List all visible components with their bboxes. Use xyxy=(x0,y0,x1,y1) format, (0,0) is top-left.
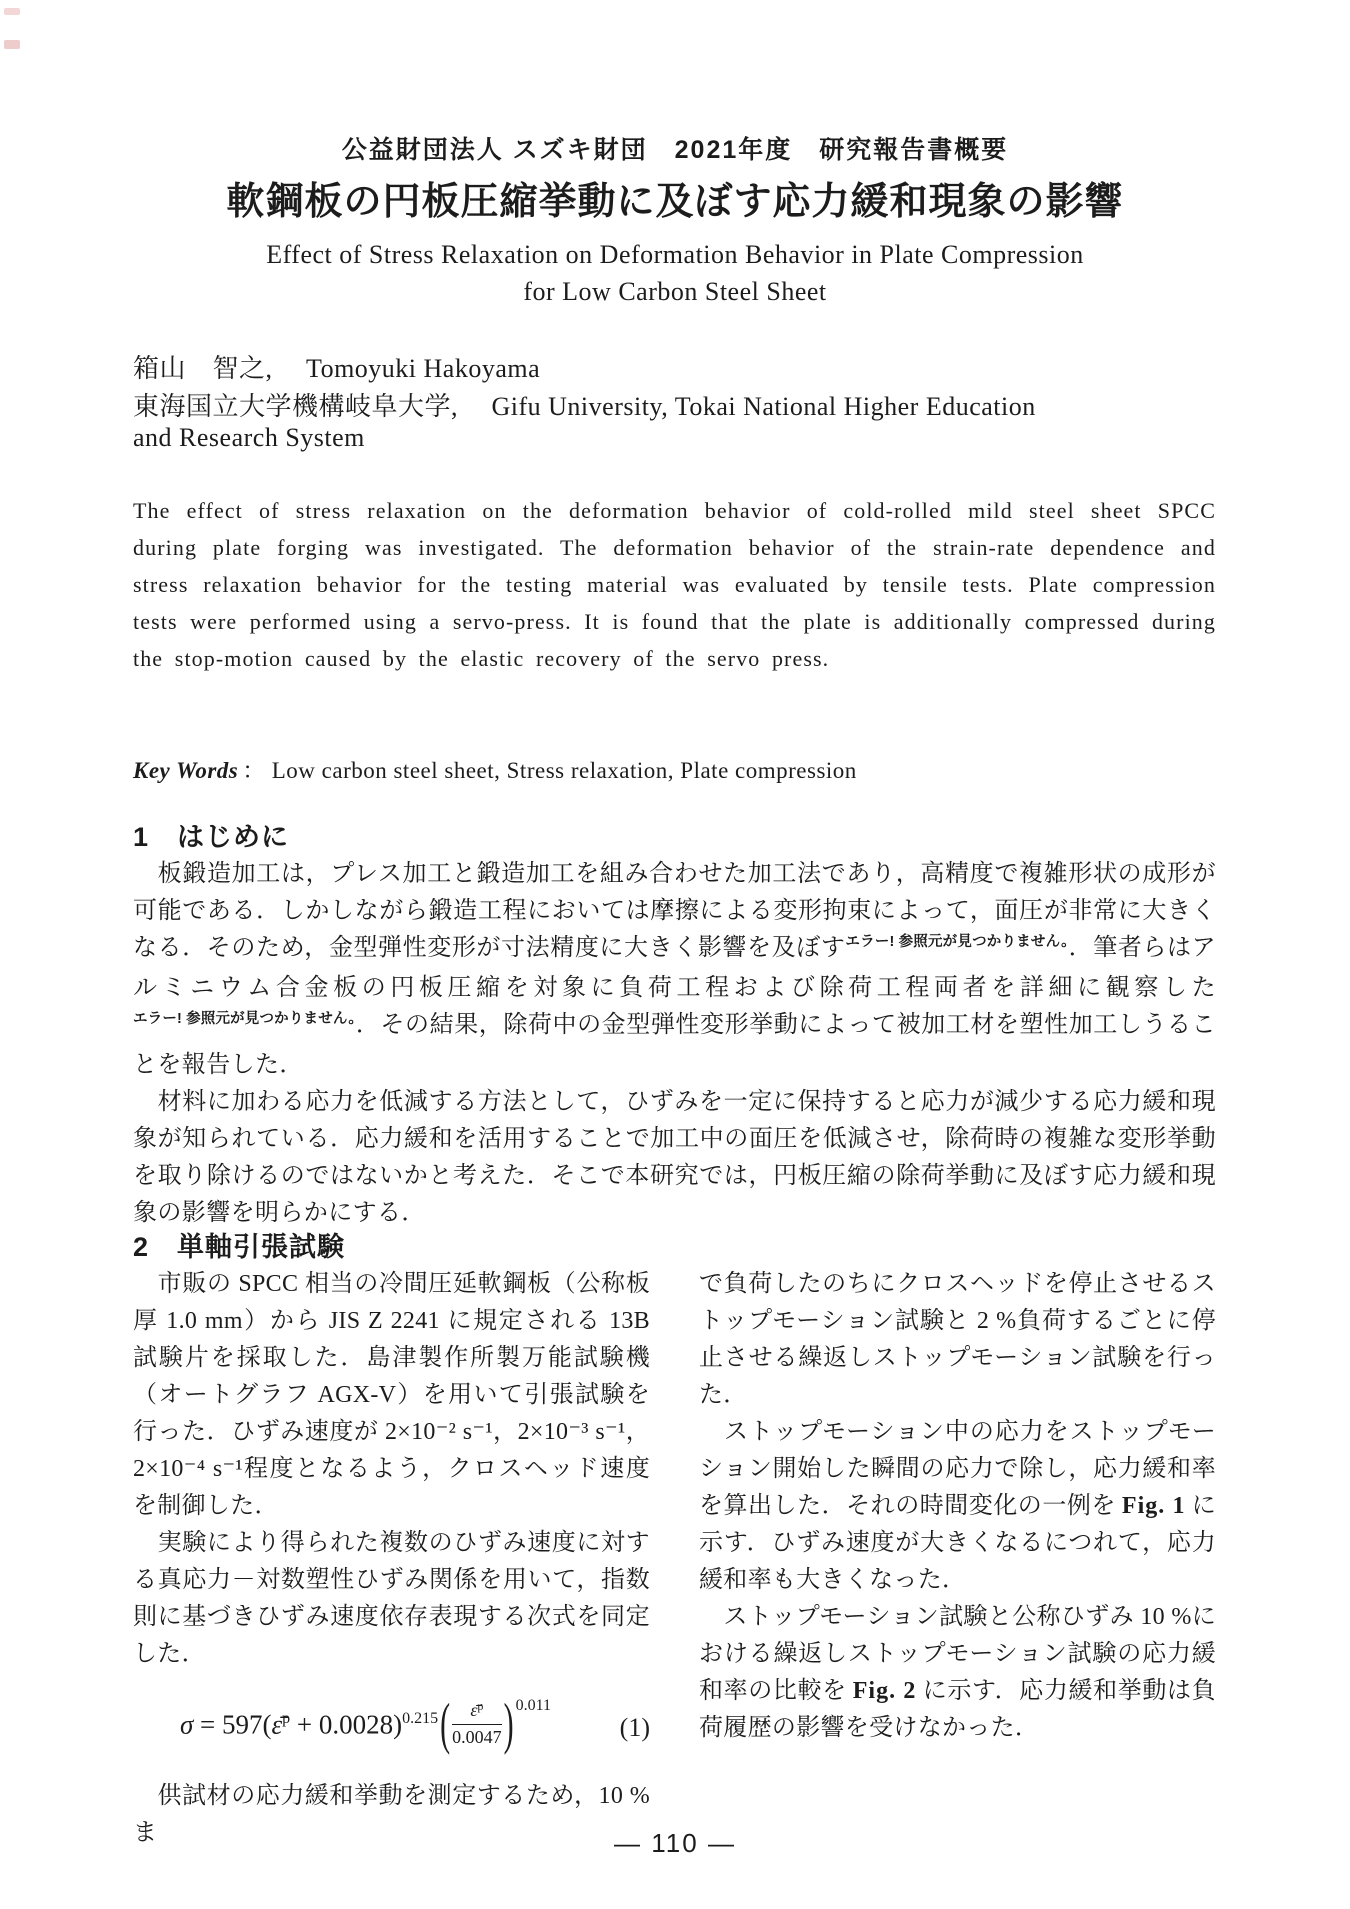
numerator-epsilon-dot: ε̄̇ xyxy=(470,1700,478,1720)
scan-artifact-mark xyxy=(4,8,20,15)
keywords-separator: ： xyxy=(242,758,266,783)
scan-artifact-mark xyxy=(4,40,20,49)
report-series-header: 公益財団法人 スズキ財団 2021年度 研究報告書概要 xyxy=(341,136,1009,164)
right-col-para2-text: ストップモーション中の応力をストップモーション開始した瞬間の応力で除し，応力緩和率を算出した．それの時間変化の一例を xyxy=(699,1419,1216,1519)
reference-error-field1: エラー! 参照元が見つかりません。 xyxy=(845,934,1069,950)
abstract-paragraph: The effect of stress relaxation on the deformation behavior of cold-rolled mild steel sheet SPCC during plate forging was investigated. The deformation behavior of the strain-rate dependence and stress relaxation behavior for the testing material was evaluated by tensile tests. Plate compression tests were performed using a servo-press. It is found that the plate is additionally compressed during the stop-motion caused by the elastic recovery of the servo press. xyxy=(133,498,1216,671)
equation-sigma: σ xyxy=(179,1709,194,1740)
right-col-paragraph1: で負荷したのちにクロスヘッドを停止させるストップモーション試験と 2 %負荷するごとに停止させる繰返しストップモーション試験を行った． xyxy=(699,1271,1216,1408)
section1-body xyxy=(133,856,1216,1232)
equation-term: + 0.0028) xyxy=(290,1709,403,1740)
paper-title-english-line2: for Low Carbon Steel Sheet xyxy=(523,277,827,306)
paper-title-english-line1: Effect of Stress Relaxation on Deformation Behavior in Plate Compression xyxy=(266,240,1084,269)
affiliation-line2: and Research System xyxy=(133,423,365,452)
two-column-layout xyxy=(133,1266,1216,1852)
right-col-para2-text: に示す．ひずみ速度が大きくなるにつれて，応力緩和率も大きくなった． xyxy=(699,1493,1216,1593)
keywords-line xyxy=(133,752,857,785)
section1-para1-text: 板鍛造加工は，プレス加工と鍛造加工を組み合わせた加工法であり，高精度で複雑形状の成形が可能である．しかしながら鍛造工程においては摩擦による変形拘束によって，面圧が非常に大きくなる．そのため，金型弾性変形が寸法精度に大きく影響を及ぼす xyxy=(133,861,1216,961)
equation-exponent-1: 0.215 xyxy=(402,1709,439,1727)
section1-para1-text: ．その結果，除荷中の金型弾性変形挙動によって被加工材を塑性加工しうることを報告した． xyxy=(133,1012,1217,1078)
section1-paragraph1 xyxy=(133,856,1216,1084)
page-number: — 110 — xyxy=(614,1828,736,1858)
section1-heading: 1 はじめに xyxy=(133,822,290,852)
keywords-label: Key Words xyxy=(133,758,239,783)
right-col-para3-text: ストップモーション試験と公称ひずみ 10 %における繰返しストップモーション試験の応力緩和率の比較を xyxy=(699,1604,1216,1704)
equation-close-paren: ) xyxy=(503,1692,514,1756)
equation-superscript-p: p xyxy=(282,1709,291,1727)
equation-number: (1) xyxy=(619,1713,650,1742)
reference-error-field2: エラー! 参照元が見つかりません。 xyxy=(133,1011,356,1027)
keywords-list: Low carbon steel sheet, Stress relaxation, Plate compression xyxy=(271,758,857,783)
paper-title-japanese: 軟鋼板の円板圧縮挙動に及ぼす応力緩和現象の影響 xyxy=(226,181,1124,223)
equation-open-paren: ( xyxy=(440,1692,451,1756)
equation-1 xyxy=(133,1692,650,1756)
equation-term: = 597( xyxy=(193,1709,272,1740)
right-col-paragraph3 xyxy=(699,1599,1216,1747)
left-col-paragraph2: 実験により得られた複数のひずみ速度に対する真応力－対数塑性ひずみ関係を用いて，指数則に基づきひずみ速度依存表現する次式を同定した． xyxy=(133,1530,650,1667)
right-col-para3-text: に示す．応力緩和挙動は負荷履歴の影響を受けなかった． xyxy=(699,1678,1216,1741)
left-col-paragraph3: 供試材の応力緩和挙動を測定するため，10 %ま xyxy=(133,1783,650,1846)
equation-body xyxy=(133,1692,598,1756)
equation-fraction xyxy=(452,1699,502,1748)
left-column xyxy=(133,1266,650,1852)
figure-2-reference: Fig. 2 xyxy=(852,1678,917,1704)
section2-heading: 2 単軸引張試験 xyxy=(133,1232,346,1262)
left-col-paragraph1: 市販の SPCC 相当の冷間圧延軟鋼板（公称板厚 1.0 mm）から JIS Z 2241 に規定される 13B 試験片を採取した．島津製作所製万能試験機（オートグラフ AGX-V）を用いて引張試験を行った．ひずみ速度が 2×10⁻² s⁻¹，2×10⁻³ s⁻¹，2×10⁻⁴ s⁻¹程度となるよう，クロスヘッド速度を制御した． xyxy=(133,1271,650,1519)
fraction-numerator xyxy=(452,1699,502,1725)
right-column xyxy=(699,1266,1216,1852)
right-col-paragraph2 xyxy=(699,1414,1216,1599)
equation-exponent-2: 0.011 xyxy=(515,1696,552,1714)
section1-para1-text: ．筆者らはアルミニウム合金板の円板圧縮を対象に負荷工程および除荷工程両者を詳細に観察した xyxy=(133,935,1216,1001)
numerator-superscript-p: p xyxy=(477,1699,484,1713)
figure-1-reference: Fig. 1 xyxy=(1121,1493,1186,1519)
affiliation-line1: 東海国立大学機構岐阜大学, Gifu University, Tokai National Higher Education xyxy=(133,392,1036,421)
fraction-denominator: 0.0047 xyxy=(452,1727,502,1747)
equation-epsilon-bar: ε̄ xyxy=(271,1709,283,1740)
author-line: 箱山 智之, Tomoyuki Hakoyama xyxy=(133,354,541,383)
section1-paragraph2: 材料に加わる応力を低減する方法として，ひずみを一定に保持すると応力が減少する応力緩和現象が知られている．応力緩和を活用することで加工中の面圧を低減させ，除荷時の複雑な変形挙動を取り除けるのではないかと考えた．そこで本研究では，円板圧縮の除荷挙動に及ぼす応力緩和現象の影響を明らかにする． xyxy=(133,1089,1216,1226)
